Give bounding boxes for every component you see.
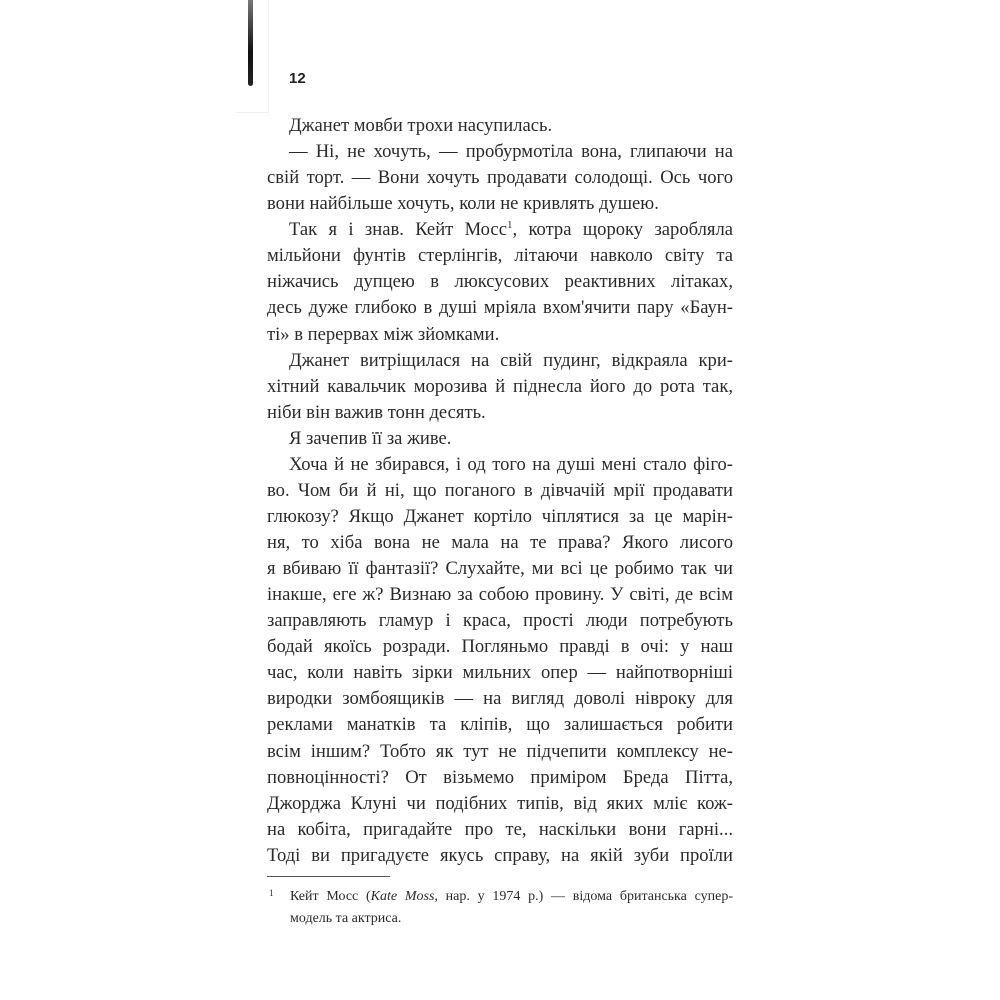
text-line: — Ні, не хочуть, — пробурмотіла вона, глипаючи на xyxy=(289,141,733,163)
text-line: бодай якоїсь розради. Погляньмо правді в очі: у наш xyxy=(267,636,733,658)
text-line: ніби він важив тонн десять. xyxy=(267,401,486,423)
text-line xyxy=(267,217,733,243)
footnote-line xyxy=(267,886,733,908)
footnote-italic: Kate Moss xyxy=(370,889,435,904)
text-line: десь дуже глибоко в душі мріяла вхом'ячити пару «Баун- xyxy=(267,297,733,319)
text-line: ті» в перервах між зйомками. xyxy=(267,323,500,345)
page-body xyxy=(267,113,733,869)
bookmark-bar xyxy=(248,0,253,86)
footnote xyxy=(267,886,733,930)
text-span: , котра щороку заробляла xyxy=(512,219,733,241)
footnote-rule xyxy=(267,876,390,877)
text-line: всім іншим? Тобто як тут не підчепити комплексу не- xyxy=(267,740,733,762)
text-line: во. Чом би й ні, що поганого в дівчачій мрії продавати xyxy=(267,479,733,501)
text-span: Так я і знав. Кейт Мосс xyxy=(289,219,507,241)
text-line: ня, то хіба вона не мала на те права? Якого лисого xyxy=(267,532,733,553)
footnote-text: Кейт Мосс ( xyxy=(290,889,371,904)
text-line: я вбиваю її фантазії? Слухайте, ми всі це робимо так чи xyxy=(267,558,733,580)
text-line: Джанет витріщилася на свій пудинг, відкраяла кри- xyxy=(289,349,733,371)
footnote-mark: 1 xyxy=(269,888,274,898)
text-line: ніжачись дупцею в люксусових реактивних літаках, xyxy=(267,271,733,293)
text-line: вони найбільше хочуть, коли не кривлять душею. xyxy=(267,193,659,215)
text-line: заправляють гламур і краса, прості люди потребують xyxy=(267,610,733,632)
text-line: повноцінності? От візьмемо приміром Бреда Пітта, xyxy=(267,766,733,788)
text-line: виродки зомбоящиків — на вигляд доволі нівроку для xyxy=(267,688,733,710)
text-line: хітний кавальчик морозива й піднесла його до рота так, xyxy=(267,375,733,397)
text-line: свій торт. — Вони хочуть продавати солодощі. Ось чого xyxy=(267,167,733,189)
footnote-ref[interactable]: 1 xyxy=(506,219,513,232)
footnote-text: , нар. у 1974 р.) — відома британська супер- xyxy=(434,889,734,904)
page-number: 12 xyxy=(289,70,306,87)
text-line: глюкозу? Якщо Джанет кортіло чіплятися за це марін- xyxy=(267,505,733,527)
text-line: на кобіта, пригадайте про те, наскільки вони гарні... xyxy=(267,818,733,840)
text-line: інакше, еге ж? Визнаю за собою провину. У світі, де всім xyxy=(267,584,733,606)
text-line: мільйони фунтів стерлінгів, літаючи навколо світу та xyxy=(267,245,733,267)
footnote-line: модель та актриса. xyxy=(290,911,402,926)
text-line: Тоді ви пригадуєте якусь справу, на якій зуби проїли xyxy=(267,844,733,866)
text-line: Джанет мовби трохи насупилась. xyxy=(289,115,553,136)
text-line: Я зачепив її за живе. xyxy=(289,427,452,449)
text-line: час, коли навіть зірки мильних опер — найпотворніші xyxy=(267,662,733,684)
text-line: Хоча й не збирався, і од того на душі мені стало фіго- xyxy=(289,453,733,475)
text-line: реклами манатків та кліпів, що залишається робити xyxy=(267,714,733,736)
text-line: Джорджа Клуні чи подібних типів, від яких мліє кож- xyxy=(267,792,733,814)
